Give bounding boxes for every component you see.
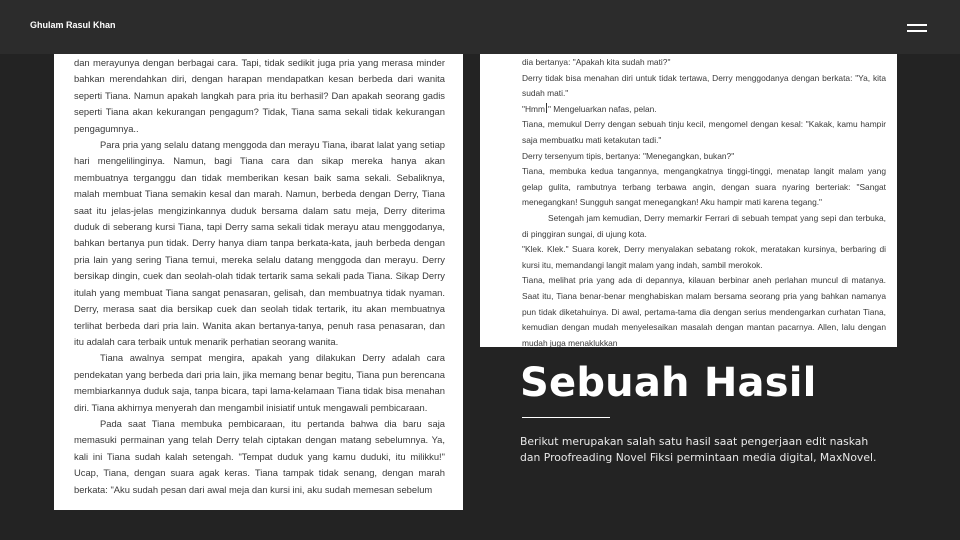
- title-divider: [522, 417, 610, 418]
- paragraph: Setengah jam kemudian, Derry memarkir Ferrari di sebuah tempat yang sepi dan terbuka, di pinggiran sungai, di ujung kota.: [522, 212, 886, 239]
- paragraph: "Klek. Klek." Suara korek, Derry menyalakan sebatang rokok, meratakan kursinya, berbaring di kursi itu, memandangi langit malam yang indah, sambil merokok.: [522, 244, 886, 270]
- top-bar: [0, 0, 960, 54]
- text-after-cursor: " Mengeluarkan nafas, pelan.: [547, 103, 657, 114]
- paragraph: [522, 102, 886, 118]
- text-cursor: [546, 103, 547, 113]
- paragraph: Tiana, melihat pria yang ada di depannya, kilauan berbinar aneh perlahan muncul di matanya. Saat itu, Tiana benar-benar menghabiskan malam bersama seorang pria yang bahkan namanya pun tidak diketahuinya. Di awal, pertama-tama dia dengan serius mendengarkan curhatan Tiana, kemudian dengan mudah menyelesaikan masalah dengan mantan pacarnya. Allen, lalu dengan mudah juga menaklukkan: [522, 275, 886, 347]
- paragraph: Para pria yang selalu datang menggoda dan merayu Tiana, ibarat lalat yang setiap hari mengelilinginya. Namun, bagi Tiana cara dan sikap mereka hanya akan membuatnya terganggu dan tidak memberikan kesan baik sama sekali. Sebaliknya, malah membuat Tiana semakin kesal dan marah. Namun, berbeda dengan Derry, Tiana saat itu jelas-jelas mengizinkannya duduk bersama dalam satu meja, Derry diterima duduk di seberang kursi Tiana, tapi Derry sama sekali tidak merayu atau menggodanya, bahkan bertanya pun tidak. Derry hanya diam tanpa berkata-kata, jauh berbeda dengan pria lain yang sering Tiana temui, mereka selalu datang menggoda dan merayu. Derry bersikap dingin, cuek dan seolah-olah tidak tertarik sama sekali pada Tiana. Sikap Derry itulah yang membuat Tiana sangat penasaran, gelisah, dan membuatnya tidak nyaman. Derry, merasa saat dia bersikap cuek dan seolah tidak tertarik, itu akan membuatnya terlihat berbeda dari pria lain. Wanita akan bertanya-tanya, penuh rasa penasaran, dan itu adalah cara terbaik untuk menarik perhatian seorang wanita.: [74, 139, 445, 347]
- section-description: Berikut merupakan salah satu hasil saat pengerjaan edit naskah dan Proofreading Novel Fiksi permintaan media digital, MaxNovel.: [520, 435, 877, 464]
- paragraph: Derry tersenyum tipis, bertanya: "Menegangkan, bukan?": [522, 150, 735, 161]
- paragraph: Tiana, memukul Derry dengan sebuah tinju kecil, mengomel dengan kesal: "Kakak, kamu hampir saja membuatku mati ketakutan tadi.": [522, 119, 886, 145]
- paragraph: Pada saat Tiana membuka pembicaraan, itu pertanda bahwa dia baru saja memasuki permainan yang telah Derry telah ciptakan dengan matang sebelumnya. Ya, kali ini Tiana sudah kalah setengah. "Tempat duduk yang kamu duduki, itu milikku!" Ucap, Tiana, dengan suara agak keras. Tiana tampak tidak senang, dengan marah berkata: "Aku sudah pesan dari awal meja dan kursi ini, aku sudah memesan sebelum: [74, 417, 445, 495]
- menu-line: [907, 24, 927, 26]
- paragraph: Tiana, membuka kedua tangannya, mengangkatnya tinggi-tinggi, menatap langit malam yang gelap gulita, rambutnya terbang terbawa angin, dengan suara nyaring berteriak: "Sangat menegangkan! Sungguh sangat menegangkan! Aku hampir mati karena tegang.": [522, 166, 886, 208]
- manuscript-text-left: [54, 55, 463, 498]
- brand-name[interactable]: Ghulam Rasul Khan: [30, 20, 116, 30]
- menu-line: [907, 30, 927, 32]
- paragraph: Tiana awalnya sempat mengira, apakah yang dilakukan Derry adalah cara pendekatan yang berbeda dari pria lain, jika memang benar begitu, Tiana pun berencana membiarkannya duduk saja, tanpa bicara, tapi lama-kelamaan Tiana tidak bisa menahan diri. Tiana akhirnya menyerah dan mengambil inisiatif untuk mengawali pembicaraan.: [74, 352, 445, 413]
- manuscript-page-right: [480, 54, 897, 347]
- manuscript-page-left: [54, 54, 463, 510]
- section-title: Sebuah Hasil: [520, 360, 817, 406]
- paragraph: dia bertanya: "Apakah kita sudah mati?": [522, 57, 671, 67]
- manuscript-text-right: [480, 55, 897, 347]
- paragraph: Derry tidak bisa menahan diri untuk tidak tertawa, Derry menggodanya dengan berkata: "Ya, kita sudah mati.": [522, 72, 886, 99]
- text-before-cursor: "Hmm: [522, 103, 545, 114]
- hamburger-menu-icon[interactable]: [905, 22, 929, 34]
- paragraph: dan merayunya dengan berbagai cara. Tapi, tidak sedikit juga pria yang merasa minder bahkan merendahkan diri, dengan harapan mendapatkan kesan berbeda dari wanita seperti Tiana. Namun apakah langkah para pria itu berhasil? Dan apakah seorang gadis seperti Tiana akan kekurangan pengagum? Tidak, Tiana sama sekali tidak kekurangan pengagumnya..: [74, 57, 445, 134]
